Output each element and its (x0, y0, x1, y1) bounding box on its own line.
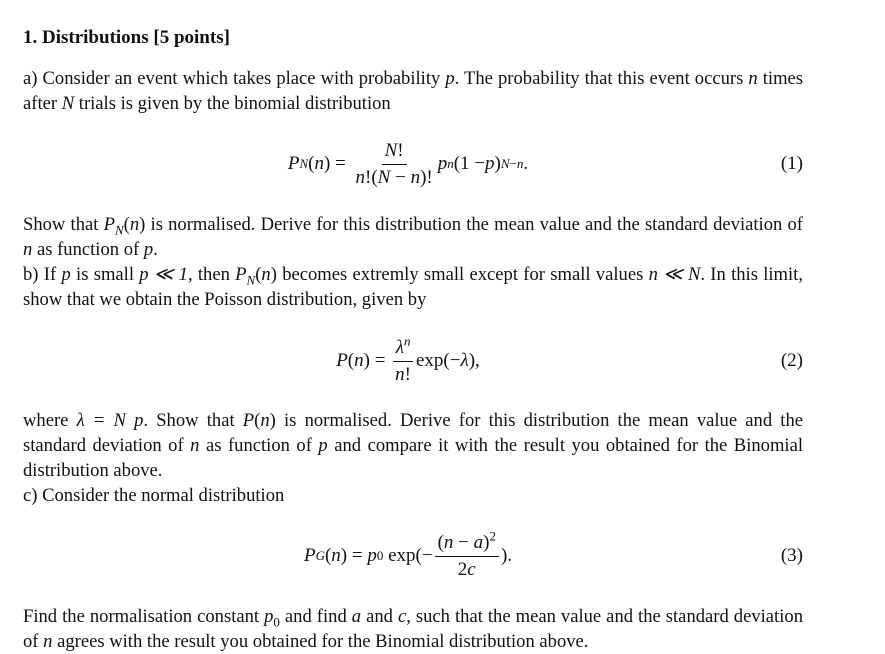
equation-1-row (23, 122, 803, 206)
problem-title: 1. Distributions [5 points] (23, 27, 230, 48)
equation-2-row (23, 318, 803, 404)
equation-number-3: (3) (780, 545, 803, 566)
problem-sheet (23, 24, 803, 654)
equation-poisson: P ( n ) = $\frac{\lambda^n}{n!}$ exp(− λ ), (336, 333, 480, 385)
part-a-question: Show that $P_N(n)$ is normalised. Derive for this distribution the mean value and the standard deviation of n as function of p. (23, 214, 803, 260)
equation-binomial: P N ( n ) = $\frac{N!}{n!(N - n)!}$ p n (1 − p ) N−n . (287, 139, 529, 188)
equation-3-row (23, 514, 803, 598)
equation-number-1: (1) (780, 153, 803, 174)
part-c-intro: c) Consider the normal distribution (23, 485, 285, 506)
equation-number-2: (2) (780, 350, 803, 371)
part-a-intro: a) Consider an event which takes place with probability p. The probability that this event occurs n times after N trials is given by the binomial distribution (23, 68, 804, 114)
part-b-intro: b) If p is small p ≪ 1, then $P_N(n)$ becomes extremly small except for small values n ≪ N. In this limit, show that we obtain the Poisson distribution, given by (23, 264, 803, 310)
equation-gaussian: P G ( n ) = p 0 exp(− $\frac{(n - a)^2}{2c}$ ). (303, 528, 513, 580)
part-c-question: Find the normalisation constant $p_0$ and find a and c, such that the mean value and the standard deviation of n agrees with the result you obtained for the Binomial distribution above. (23, 606, 803, 652)
part-b-question: where λ = N p. Show that P(n) is normalised. Derive for this distribution the mean value and the standard deviation of n as function of p and compare it with the result you obtained for the Binomial distribution above. (23, 410, 803, 481)
